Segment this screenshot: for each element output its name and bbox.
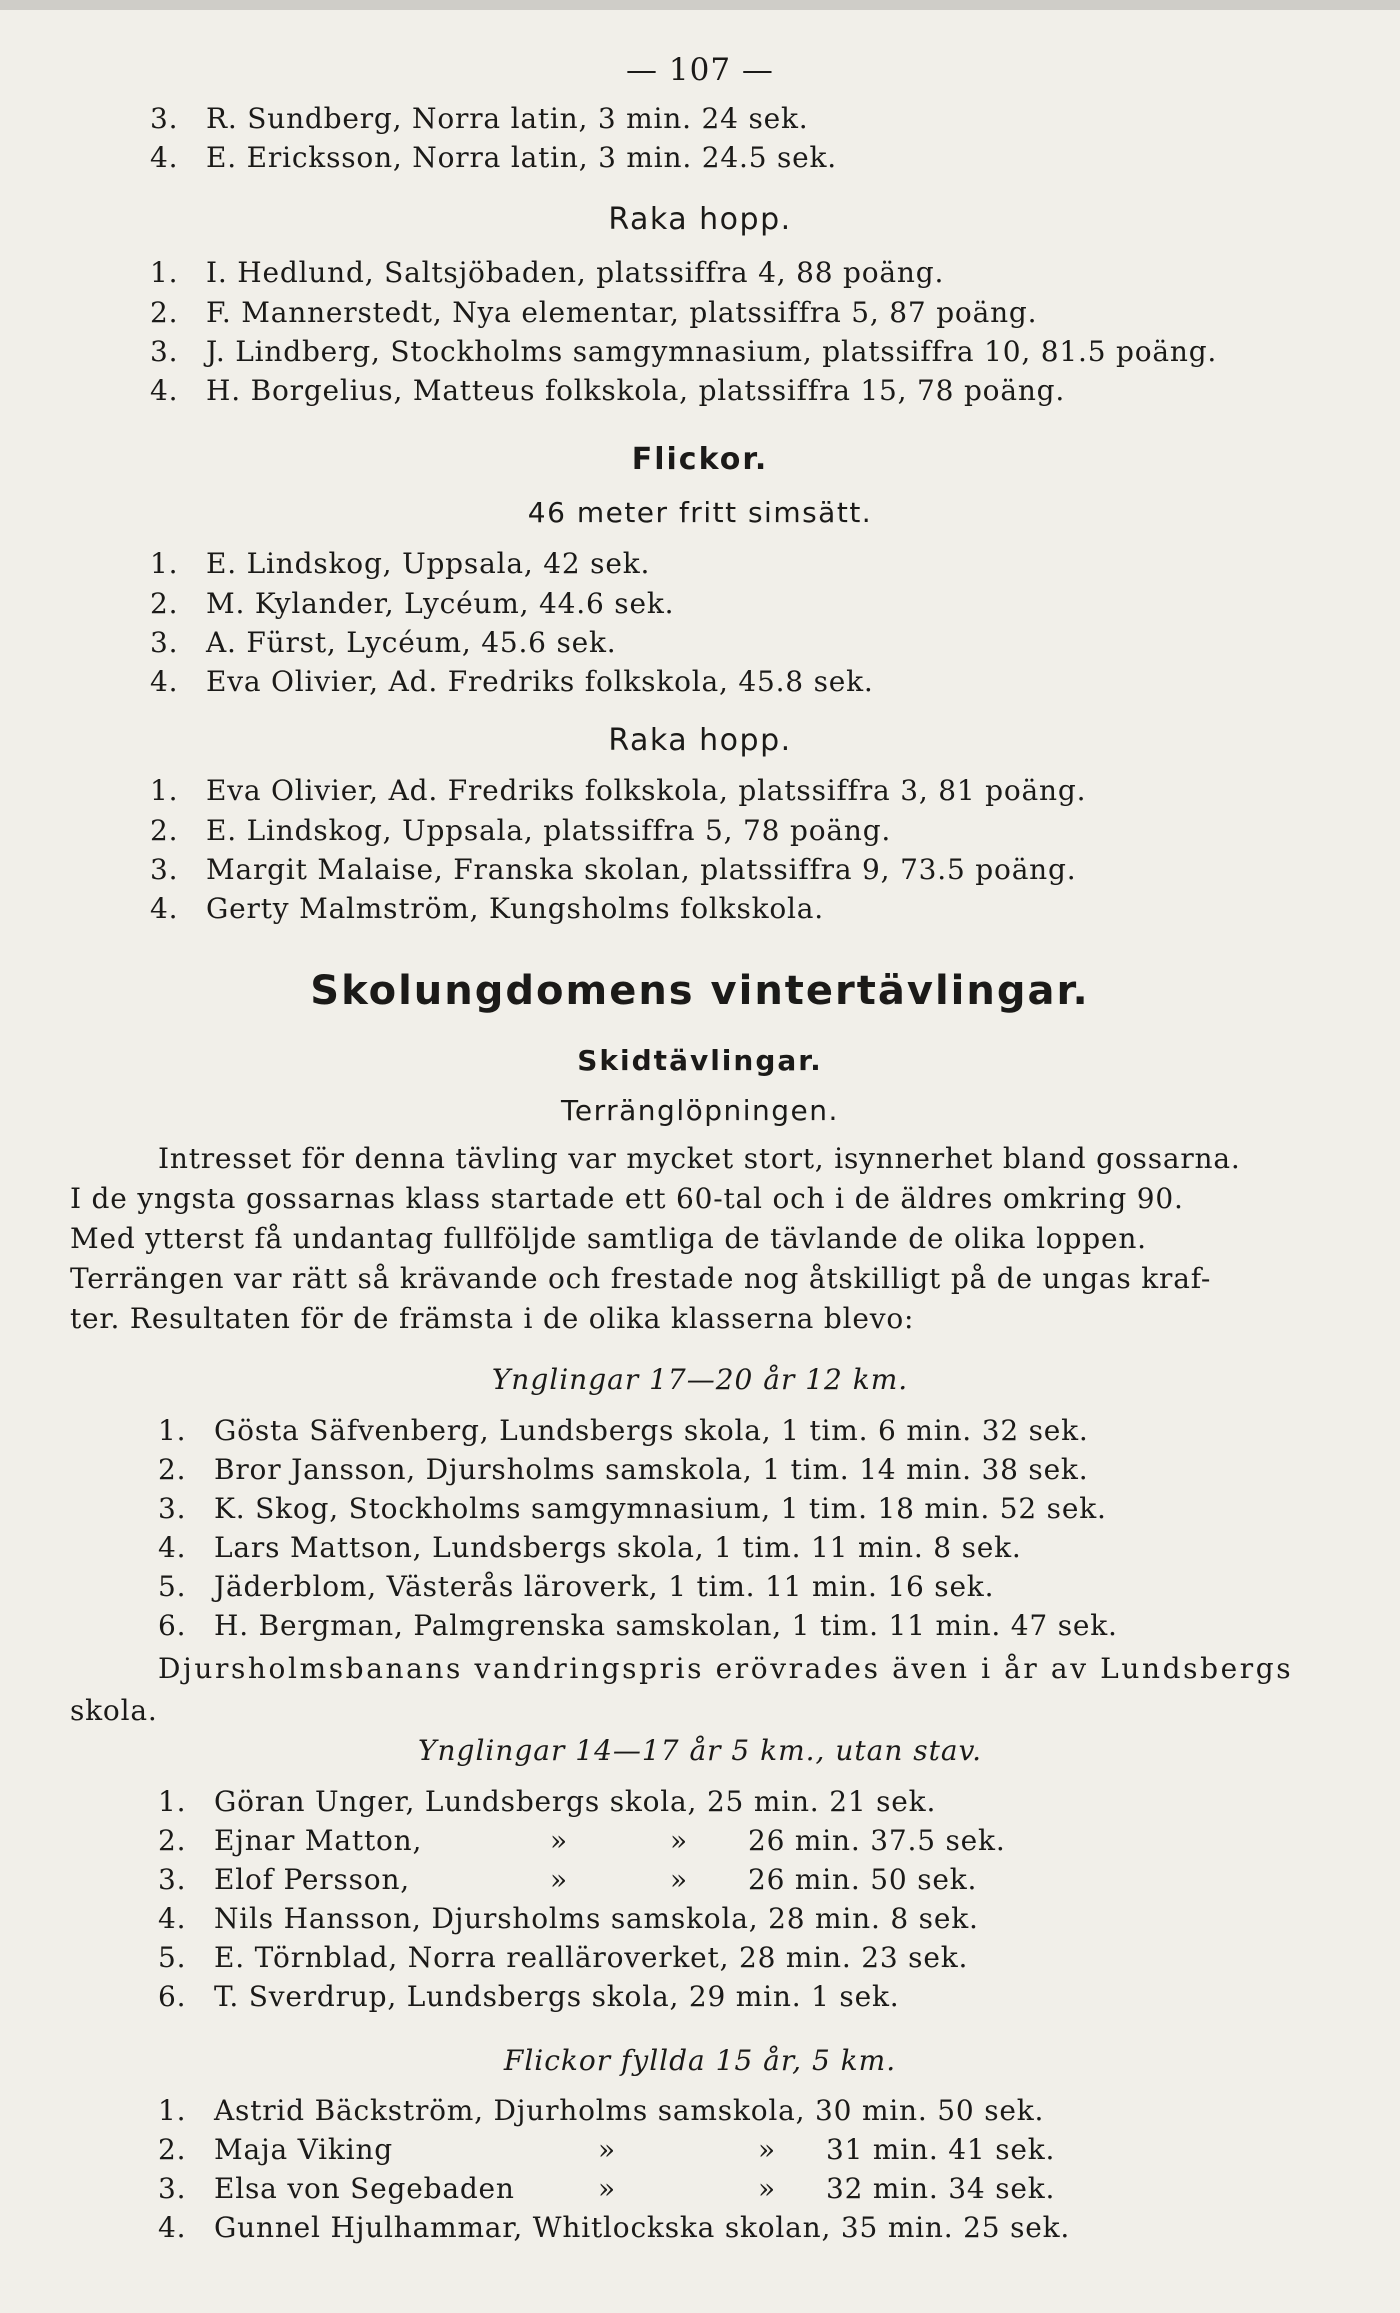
class-heading: Flickor fyllda 15 år, 5 km. [503,2044,897,2077]
paragraph-line: Terrängen var rätt så krävande och frestade nog åtskilligt på de ungas kraf- [70,1262,1212,1295]
list-item: 3. Elof Persson, » » 26 min. 50 sek. [158,1863,978,1896]
list-item: 6. T. Sverdrup, Lundsbergs skola, 29 min. 1 sek. [158,1980,900,2013]
list-item: 6. H. Bergman, Palmgrenska samskolan, 1 tim. 11 min. 47 sek. [158,1609,1118,1642]
class-heading: Ynglingar 17—20 år 12 km. [491,1363,909,1396]
section-heading-ski: Skidtävlingar. [577,1044,823,1077]
paragraph-line: skola. [70,1694,158,1727]
paragraph-line: Med ytterst få undantag fullföljde samtliga de tävlande de olika loppen. [70,1222,1147,1255]
list-item: 2. M. Kylander, Lycéum, 44.6 sek. [150,587,675,620]
paragraph-line: I de yngsta gossarnas klass startade ett 60-tal och i de äldres omkring 90. [70,1182,1184,1215]
list-item: 2. Ejnar Matton, » » 26 min. 37.5 sek. [158,1824,1006,1857]
page-number: — 107 — [626,52,774,88]
list-item: 3. Elsa von Segebaden » » 32 min. 34 sek. [158,2172,1056,2205]
list-item: 5. Jäderblom, Västerås läroverk, 1 tim. 11 min. 16 sek. [158,1570,995,1603]
section-heading-girls: Flickor. [631,442,769,477]
list-item: 1. Göran Unger, Lundsbergs skola, 25 min. 21 sek. [158,1785,937,1818]
section-heading-cross-country: Terränglöpningen. [561,1094,839,1127]
list-item: 3. Margit Malaise, Franska skolan, platssiffra 9, 73.5 poäng. [150,853,1077,886]
list-item: 1. I. Hedlund, Saltsjöbaden, platssiffra 4, 88 poäng. [150,256,945,289]
list-item: 1. Astrid Bäckström, Djurholms samskola, 30 min. 50 sek. [158,2094,1045,2127]
list-item: 1. Gösta Säfvenberg, Lundsbergs skola, 1 tim. 6 min. 32 sek. [158,1414,1089,1447]
list-item: 4. Gunnel Hjulhammar, Whitlockska skolan, 35 min. 25 sek. [158,2211,1071,2244]
list-item: 3. K. Skog, Stockholms samgymnasium, 1 tim. 18 min. 52 sek. [158,1492,1107,1525]
paragraph-line: Intresset för denna tävling var mycket stort, isynnerhet bland gossarna. [158,1142,1241,1175]
list-item: 1. E. Lindskog, Uppsala, 42 sek. [150,547,651,580]
list-item: 5. E. Törnblad, Norra realläroverket, 28 min. 23 sek. [158,1941,969,1974]
list-item: 4. E. Ericksson, Norra latin, 3 min. 24.5 sek. [150,141,838,174]
list-item: 3. J. Lindberg, Stockholms samgymnasium, platssiffra 10, 81.5 poäng. [150,335,1218,368]
list-item: 4. Lars Mattson, Lundsbergs skola, 1 tim. 11 min. 8 sek. [158,1531,1022,1564]
list-item: 4. Nils Hansson, Djursholms samskola, 28 min. 8 sek. [158,1902,979,1935]
list-item: 4. H. Borgelius, Matteus folkskola, platssiffra 15, 78 poäng. [150,374,1066,407]
list-item: 2. Maja Viking » » 31 min. 41 sek. [158,2133,1056,2166]
list-item: 2. F. Mannerstedt, Nya elementar, platssiffra 5, 87 poäng. [150,296,1038,329]
list-item: 2. E. Lindskog, Uppsala, platssiffra 5, 78 poäng. [150,814,892,847]
list-item: 4. Eva Olivier, Ad. Fredriks folkskola, 45.8 sek. [150,665,874,698]
page-title: Skolungdomens vintertävlingar. [310,968,1090,1014]
list-item: 1. Eva Olivier, Ad. Fredriks folkskola, platssiffra 3, 81 poäng. [150,774,1087,807]
paragraph-line: Djursholmsbanans vandringspris erövrades även i år av Lundsbergs [158,1652,1294,1685]
section-heading-girls-freestyle: 46 meter fritt simsätt. [527,496,873,529]
list-item: 3. A. Fürst, Lycéum, 45.6 sek. [150,626,617,659]
paragraph-line: ter. Resultaten för de främsta i de olika klasserna blevo: [70,1302,915,1335]
class-heading: Ynglingar 14—17 år 5 km., utan stav. [418,1734,982,1767]
list-item: 4. Gerty Malmström, Kungsholms folkskola. [150,892,824,925]
list-item: 2. Bror Jansson, Djursholms samskola, 1 tim. 14 min. 38 sek. [158,1453,1089,1486]
section-heading-diving-boys: Raka hopp. [608,202,792,237]
list-item: 3. R. Sundberg, Norra latin, 3 min. 24 sek. [150,102,809,135]
section-heading-diving-girls: Raka hopp. [608,723,792,758]
